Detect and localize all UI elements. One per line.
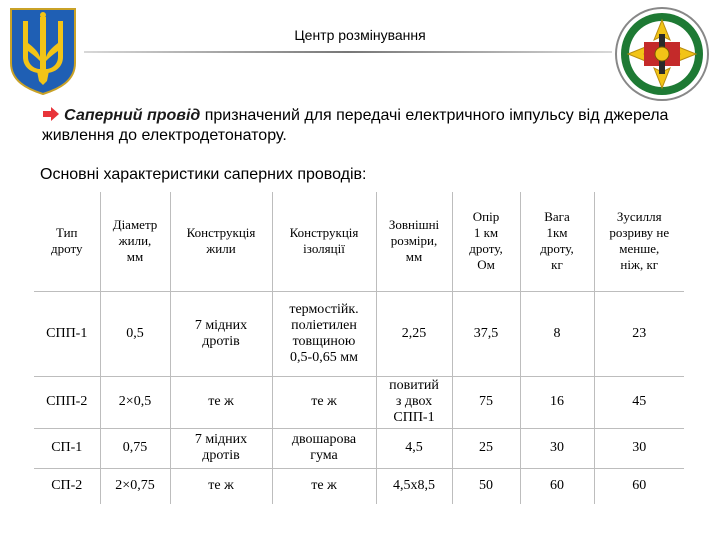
- table-cell: двошарова гума: [272, 428, 376, 468]
- table-cell: 75: [452, 376, 520, 428]
- table-cell: те ж: [272, 376, 376, 428]
- trident-coat-of-arms-icon: [9, 7, 77, 95]
- table-cell: 37,5: [452, 291, 520, 376]
- column-header: Тип дроту: [34, 192, 100, 291]
- table-cell: повитий з двох СПП-1: [376, 376, 452, 428]
- table-cell: СП-2: [34, 468, 100, 504]
- demining-center-seal-icon: [614, 6, 710, 102]
- table-row: [34, 291, 684, 376]
- column-header: Опір 1 км дроту, Ом: [452, 192, 520, 291]
- header-title: Центр розмінування: [294, 27, 426, 43]
- table-cell: 30: [594, 428, 684, 468]
- table-cell: термостійк. поліетилен товщиною 0,5-0,65 мм: [272, 291, 376, 376]
- intro-text: призначений для передачі електричного імпульсу від джерела живлення до електродетонатору.: [42, 107, 669, 144]
- header-divider: [84, 51, 612, 53]
- table-cell: 7 мідних дротів: [170, 428, 272, 468]
- table-cell: 45: [594, 376, 684, 428]
- table-cell: 2×0,5: [100, 376, 170, 428]
- table-cell: 4,5х8,5: [376, 468, 452, 504]
- table-cell: 7 мідних дротів: [170, 291, 272, 376]
- table-cell: СПП-1: [34, 291, 100, 376]
- table-cell: 30: [520, 428, 594, 468]
- table-cell: 0,5: [100, 291, 170, 376]
- table-cell: 50: [452, 468, 520, 504]
- intro-term: Саперний провід: [64, 107, 201, 124]
- table-cell: 25: [452, 428, 520, 468]
- table-cell: 4,5: [376, 428, 452, 468]
- table-cell: 60: [520, 468, 594, 504]
- arrow-right-icon: [42, 107, 60, 121]
- column-header: Зовнішні розміри, мм: [376, 192, 452, 291]
- table-cell: те ж: [170, 468, 272, 504]
- table-cell: 8: [520, 291, 594, 376]
- intro-paragraph: [42, 106, 682, 146]
- table-cell: 23: [594, 291, 684, 376]
- table-row: [34, 376, 684, 428]
- table-cell: 60: [632, 478, 647, 494]
- table-cell: 2×0,75: [100, 468, 170, 504]
- table-cell: СП-1: [34, 428, 100, 468]
- table-row: [34, 468, 684, 504]
- table-subtitle: Основні характеристики саперних проводів:: [40, 166, 367, 183]
- table-row: [34, 428, 684, 468]
- table-cell: СПП-2: [34, 376, 100, 428]
- column-header: Зусилля розриву не менше, ніж, кг: [594, 192, 684, 291]
- column-header: Конструкція жили: [170, 192, 272, 291]
- column-header: Конструкція ізоляції: [272, 192, 376, 291]
- table-cell: те ж: [272, 468, 376, 504]
- column-header: Вага 1км дроту, кг: [520, 192, 594, 291]
- column-header: Діаметр жили, мм: [100, 192, 170, 291]
- table-cell: 0,75: [100, 428, 170, 468]
- table-cell: 16: [520, 376, 594, 428]
- table-cell: те ж: [170, 376, 272, 428]
- table-header-row: [34, 192, 684, 291]
- wire-characteristics-table: [34, 192, 684, 504]
- table-cell: 2,25: [376, 291, 452, 376]
